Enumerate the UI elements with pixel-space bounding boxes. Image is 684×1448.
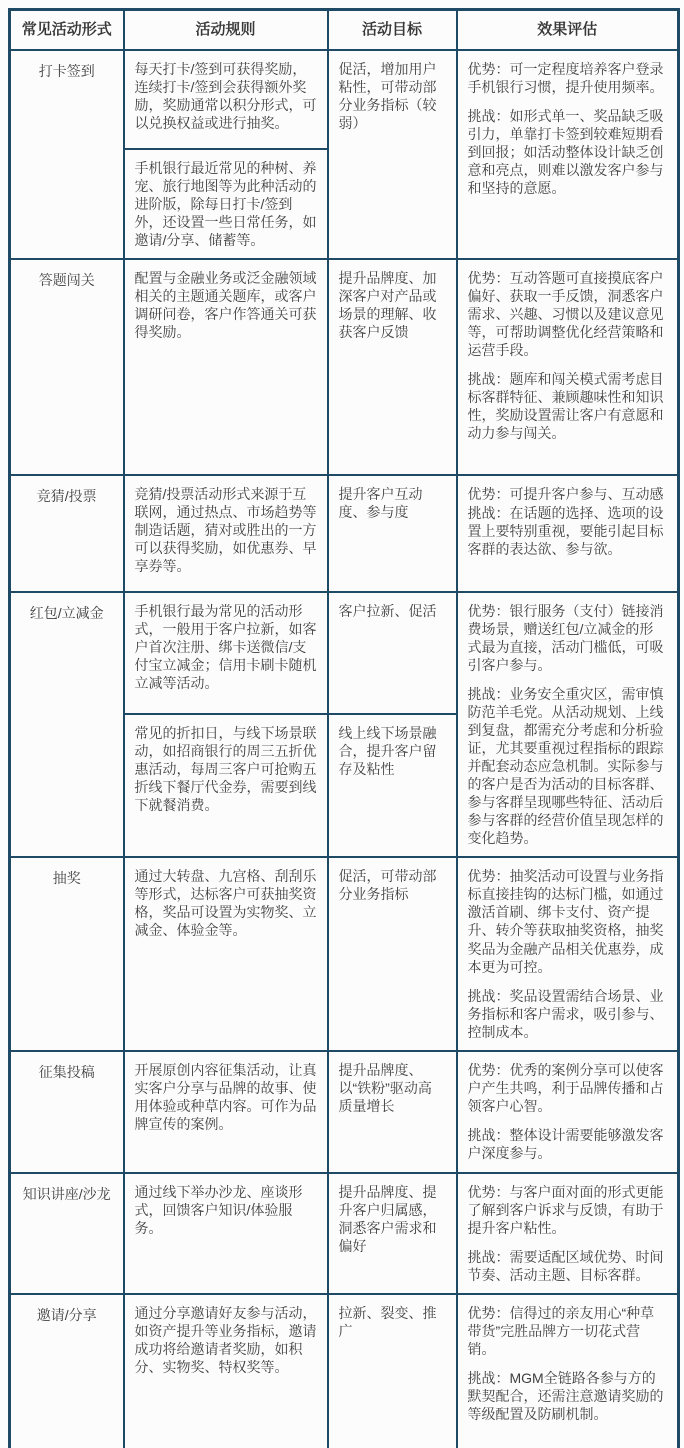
rule-text: 手机银行最近常见的种树、养宠、旅行地图等为此种活动的进阶版，除每日打卡/签到外，还设置一些日常任务，如邀请/分享、储蓄等。 [134,159,317,248]
cell-activity-rule [124,50,328,149]
challenge-text: 挑战：在话题的选择、选项的设置上要特别重视，要能引起目标客群的表达欲、参与欲。 [467,504,664,557]
cell-effect-evaluation [457,592,679,858]
advantage-text: 优势：与客户面对面的形式更能了解到客户诉求与反馈，有助于提升客户粘性。 [467,1183,664,1236]
goal-text: 提升品牌度、以“铁粉”驱动高质量增长 [338,1061,432,1114]
cell-activity-rule [124,1294,328,1448]
cell-activity-rule [124,714,328,857]
advantage-text: 优势：抽奖活动可设置与业务指标直接挂钩的达标门槛，如通过激活首刷、绑卡支付、资产提升、转介等获取抽奖资格，抽奖奖品为金融产品相关优惠券，成本更为可控。 [467,868,664,975]
cell-activity-goal [328,475,457,592]
rule-text: 常见的折扣日，与线下场景联动，如招商银行的周三五折优惠活动，每周三客户可抢购五折线下餐厅代金券，需要到线下就餐消费。 [134,725,317,814]
cell-activity-goal [328,1051,457,1173]
rule-text: 每天打卡/签到可获得奖励，连续打卡/签到会获得额外奖励，奖励通常以积分形式，可以兑换权益或进行抽奖。 [134,60,317,131]
header-activity-goal: 活动目标 [328,10,457,50]
cell-activity-goal [328,1173,457,1294]
goal-text: 促活，可带动部分业务指标 [338,868,437,903]
rule-text: 开展原创内容征集活动，让真实客户分享与品牌的故事、使用体验或种草内容。可作为品牌宣传的案例。 [134,1061,317,1132]
cell-activity-goal [328,259,457,475]
advantage-text: 优势：优秀的案例分享可以使客户产生共鸣，利于品牌传播和占领客户心智。 [467,1061,664,1114]
table-header-row [10,10,679,50]
advantage-text: 优势：互动答题可直接摸底客户偏好、获取一手反馈，洞悉客户需求、兴趣、习惯以及建议意见等，可帮助调整优化经营策略和运营手段。 [467,269,664,358]
activity-forms-table [8,8,680,1448]
cell-activity-rule [124,592,328,714]
table-row-lecture-salon [10,1173,679,1294]
advantage-text: 优势：可提升客户参与、互动感 [467,485,664,502]
cell-effect-evaluation [457,857,679,1050]
cell-activity-form: 邀请/分享 [10,1294,124,1448]
cell-effect-evaluation [457,1051,679,1173]
header-effect-evaluation: 效果评估 [457,10,679,50]
goal-text: 客户拉新、促活 [338,602,437,619]
cell-activity-goal [328,714,457,857]
rule-text: 手机银行最为常见的活动形式，一般用于客户拉新，如客户首次注册、绑卡送微信/支付宝立减金；信用卡刷卡随机立减等活动。 [134,602,317,691]
cell-activity-form: 征集投稿 [10,1051,124,1173]
cell-activity-form: 打卡签到 [10,50,124,259]
challenge-text: 挑战：MGM全链路各参与方的默契配合，还需注意邀请奖励的等级配置及防刷机制。 [467,1370,664,1423]
advantage-text: 优势：可一定程度培养客户登录手机银行习惯，提升使用频率。 [467,60,664,95]
goal-text: 提升客户互动度、参与度 [338,485,423,520]
cell-activity-rule [124,1051,328,1173]
table-row-red-packet [10,592,679,714]
cell-activity-rule [124,259,328,475]
goal-text: 线上线下场景融合，提升客户留存及粘性 [338,725,437,778]
cell-activity-form: 知识讲座/沙龙 [10,1173,124,1294]
table-row-content-collection [10,1051,679,1173]
challenge-text: 挑战：题库和闯关模式需考虑目标客群特征、兼顾趣味性和知识性，奖励设置需让客户有意愿和动力参与闯关。 [467,370,664,442]
cell-activity-rule [124,1173,328,1294]
cell-activity-goal [328,592,457,714]
rule-text: 通过分享邀请好友参与活动，如资产提升等业务指标，邀请成功将给邀请者奖励，如积分、实物奖、特权奖等。 [134,1305,317,1376]
cell-effect-evaluation [457,1294,679,1448]
table-row-quiz [10,259,679,475]
cell-effect-evaluation [457,259,679,475]
table-row-check-in [10,50,679,149]
cell-activity-form: 抽奖 [10,857,124,1050]
rule-text: 通过线下举办沙龙、座谈形式，回馈客户知识/体验服务。 [134,1183,303,1236]
cell-activity-goal [328,857,457,1050]
cell-effect-evaluation [457,1173,679,1294]
cell-activity-rule [124,857,328,1050]
cell-activity-rule [124,475,328,592]
advantage-text: 优势：信得过的亲友用心“种草带货”完胜品牌方一切花式营销。 [467,1305,655,1358]
advantage-text: 优势：银行服务（支付）链接消费场景，赠送红包/立减金的形式最为直接，活动门槛低，可吸引客户参与。 [467,602,664,673]
challenge-text: 挑战：业务安全重灾区，需审慎防范羊毛党。从活动规划、上线到复盘，都需充分考虑和分析验证，尤其要重视过程指标的跟踪并配套动态应急机制。实际参与的客户是否为活动的目标客群、参与客群呈现哪些特征、活动后参与客群的经营价值呈现怎样的变化趋势。 [467,685,664,847]
goal-text: 拉新、裂变、推广 [338,1305,437,1340]
rule-text: 竞猜/投票活动形式来源于互联网，通过热点、市场趋势等制造话题，猜对或胜出的一方可以获得奖励，如优惠券、早享券等。 [134,485,317,574]
cell-activity-rule [124,149,328,259]
challenge-text: 挑战：奖品设置需结合场景、业务指标和客户需求，吸引参与、控制成本。 [467,987,664,1040]
header-activity-rules: 活动规则 [124,10,328,50]
cell-activity-form: 红包/立减金 [10,592,124,858]
challenge-text: 挑战：如形式单一、奖品缺乏吸引力，单靠打卡签到较难短期看到回报；如活动整体设计缺乏创意和亮点，则难以激发客户参与和坚持的意愿。 [467,107,664,196]
cell-effect-evaluation [457,475,679,592]
goal-text: 提升品牌度、提升客户归属感，洞悉客户需求和偏好 [338,1183,437,1254]
table-row-guess-vote [10,475,679,592]
challenge-text: 挑战：需要适配区域优势、时间节奏、活动主题、目标客群。 [467,1248,664,1283]
goal-text: 促活，增加用户粘性，可带动部分业务指标（较弱） [338,60,437,131]
goal-text: 提升品牌度、加深客户对产品或场景的理解、收获客户反馈 [338,269,437,340]
rule-text: 通过大转盘、九宫格、刮刮乐等形式，达标客户可获抽奖资格，奖品可设置为实物奖、立减金、体验金等。 [134,868,317,939]
table-row-lottery [10,857,679,1050]
cell-activity-form: 答题闯关 [10,259,124,475]
cell-effect-evaluation [457,50,679,259]
rule-text: 配置与金融业务或泛金融领域相关的主题通关题库，或客户调研问卷，客户作答通关可获得奖励。 [134,269,317,340]
challenge-text: 挑战：整体设计需要能够激发客户深度参与。 [467,1126,664,1161]
cell-activity-form: 竞猜/投票 [10,475,124,592]
header-activity-form: 常见活动形式 [10,10,124,50]
table-row-invite-share [10,1294,679,1448]
cell-activity-goal [328,50,457,259]
cell-activity-goal [328,1294,457,1448]
